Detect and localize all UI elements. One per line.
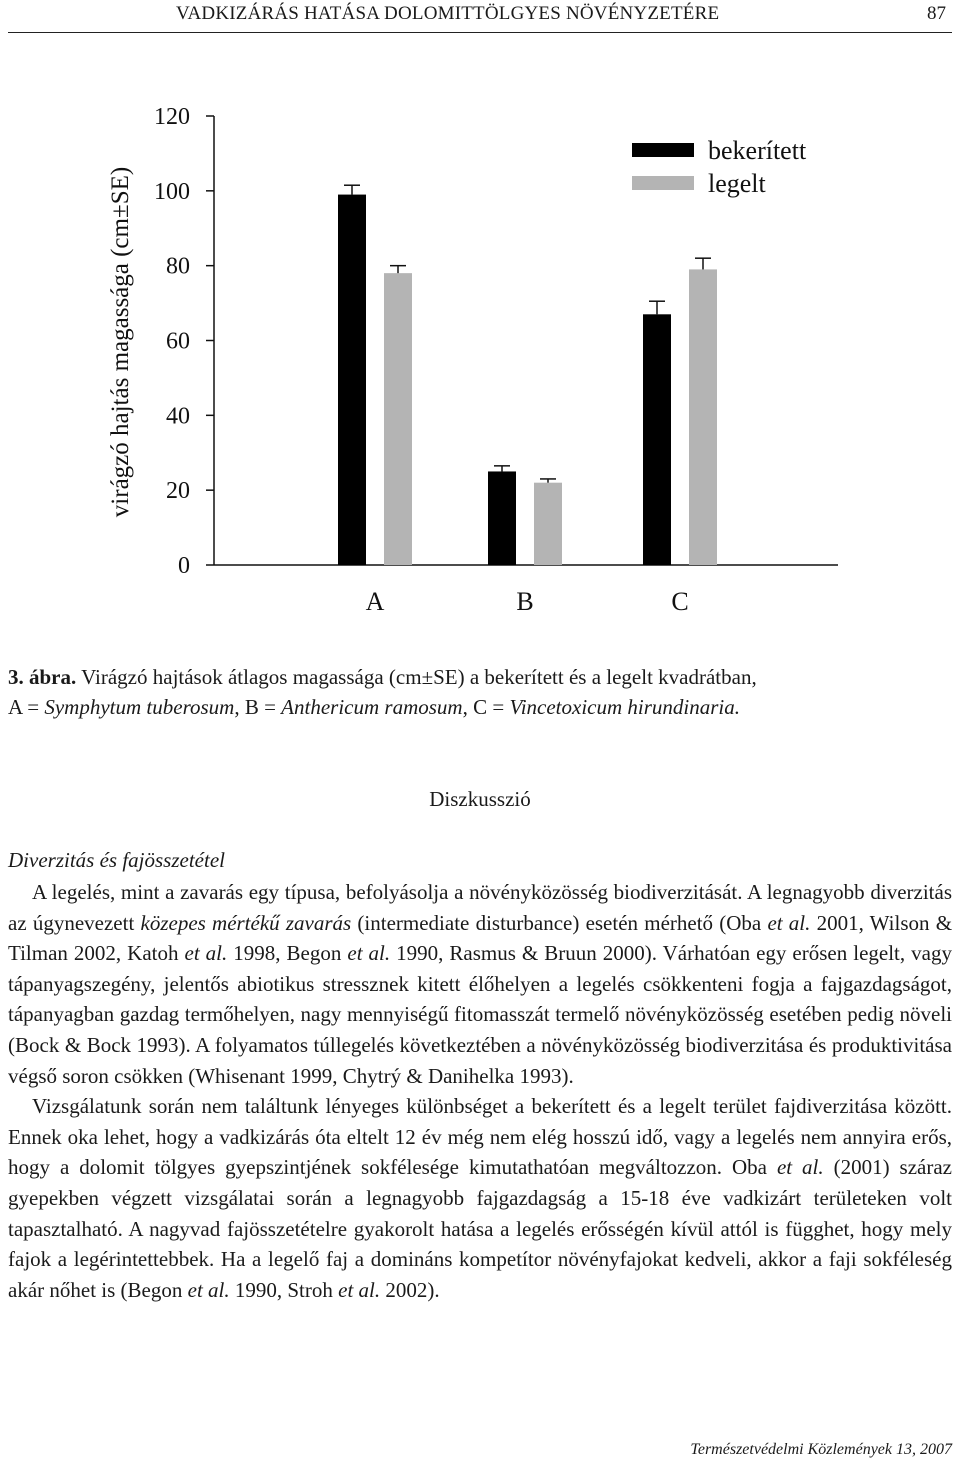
legend-label: bekerített	[708, 136, 807, 165]
chart-bars	[338, 185, 717, 565]
body-text	[8, 877, 952, 1305]
emphasis: et al.	[776, 1155, 824, 1180]
text-run: 1998, Begon	[227, 941, 348, 966]
bar-C-bekeritett	[643, 314, 671, 565]
bar-B-bekeritett	[488, 471, 516, 565]
y-axis-title: virágzó hajtás magassága (cm±SE)	[107, 166, 134, 518]
emphasis: et al.	[184, 941, 228, 966]
emphasis: et al.	[347, 941, 391, 966]
emphasis: közepes mértékű zavarás	[140, 910, 352, 935]
text-run: (2001) száraz gyepekben végzett vizsgálatai során a legnagyobb fajgazdagság a 15-18 éve vadkizárt területeken volt tapasztalható. A nagyvad fajösszetételre gyakorolt hatása a legelés erősségén kívül attól is függhet, hogy mely fajok a legérintettebbek. Ha a legelő faj a domináns kompetítor növényfajokat kedveli, akkor a faji sokféleség akár nőhet is (Begon	[8, 1155, 952, 1302]
y-tick-labels	[154, 104, 190, 579]
y-tick-label: 120	[154, 104, 190, 130]
species-a: Symphytum tuberosum	[44, 695, 235, 719]
legend-label: legelt	[708, 169, 766, 198]
y-tick-label: 20	[166, 478, 190, 505]
bar-C-legelt	[689, 269, 717, 565]
y-tick-label: 40	[166, 403, 190, 430]
figure-label: 3. ábra.	[8, 665, 77, 689]
section-title: Diszkusszió	[429, 787, 531, 811]
x-tick-label: A	[365, 587, 385, 616]
y-tick-label: 60	[166, 328, 190, 355]
bar-A-legelt	[384, 273, 412, 565]
text-run: A legelés, mint a zavarás egy típusa, befolyásolja a növényközösség biodiverzitását. A legnagyobb diverzitás az úgynevezett	[8, 880, 952, 935]
chart-legend	[632, 136, 807, 198]
species-c: Vincetoxicum hirundinaria.	[509, 695, 741, 719]
caption-a-label: A =	[8, 695, 45, 719]
y-tick-label: 80	[166, 253, 190, 280]
x-tick-label: C	[671, 587, 689, 616]
legend-swatch	[632, 143, 694, 157]
caption-text: Virágzó hajtások átlagos magassága (cm±SE) a bekerített és a legelt kvadrátban,	[76, 665, 757, 689]
paragraph-2	[8, 1091, 952, 1305]
legend-swatch	[632, 176, 694, 190]
page-number: 87	[927, 3, 946, 24]
x-tick-label: B	[516, 587, 534, 616]
bar-chart	[0, 90, 960, 630]
emphasis: et al.	[338, 1277, 381, 1302]
text-run: 2001, Wilson & Tilman 2002, Katoh	[8, 910, 953, 966]
y-tick-label: 0	[178, 553, 190, 579]
bar-A-bekeritett	[338, 195, 366, 565]
caption-c-label: , C =	[462, 695, 510, 719]
figure-caption	[8, 662, 952, 722]
text-run: Vizsgálatunk során nem találtunk lényeges különbséget a bekerített és a legelt terület fajdiverzitása között. Ennek oka lehet, hogy a vadkizárás óta eltelt 12 év még nem elég hosszú idő, vagy a legelés nem annyira erős, hogy a dolomit tölgyes gyepszintjének sokfélesége kimutathatóan megváltozzon. Oba	[8, 1094, 952, 1180]
text-run: 1990, Stroh	[229, 1277, 339, 1302]
y-tick-label: 100	[154, 178, 190, 205]
journal-footer: Természetvédelmi Közlemények 13, 2007	[690, 1441, 952, 1458]
text-run: 2002).	[380, 1277, 440, 1302]
text-run: (intermediate disturbance) esetén mérhető (Oba	[351, 910, 768, 935]
caption-b-label: , B =	[234, 695, 282, 719]
species-b: Anthericum ramosum	[281, 695, 463, 719]
running-title: VADKIZÁRÁS HATÁSA DOLOMITTÖLGYES NÖVÉNYZETÉRE	[176, 3, 720, 24]
paragraph-1	[8, 877, 952, 1091]
subsection-title: Diverzitás és fajösszetétel	[8, 848, 225, 872]
emphasis: et al.	[187, 1277, 230, 1302]
emphasis: et al.	[767, 910, 811, 935]
running-header	[8, 0, 952, 33]
x-tick-labels	[366, 587, 689, 616]
bar-B-legelt	[534, 483, 562, 565]
text-run: 1990, Rasmus & Bruun 2000). Várhatóan egy erősen legelt, vagy tápanyagszegény, jelentős abiotikus stressznek kitett élőhelyen a legelés csökkenteni fogja a fajgazdagságot, tápanyagban gazdag termőhelyen, nagy mennyiségű fitomasszát termelő növényközösség esetében pedig növeli (Bock & Bock 1993). A folyamatos túllegelés következtében a növényközösség biodiverzitása és produktivitása végső soron csökken (Whisenant 1999, Chytrý & Danihelka 1993).	[8, 941, 952, 1088]
